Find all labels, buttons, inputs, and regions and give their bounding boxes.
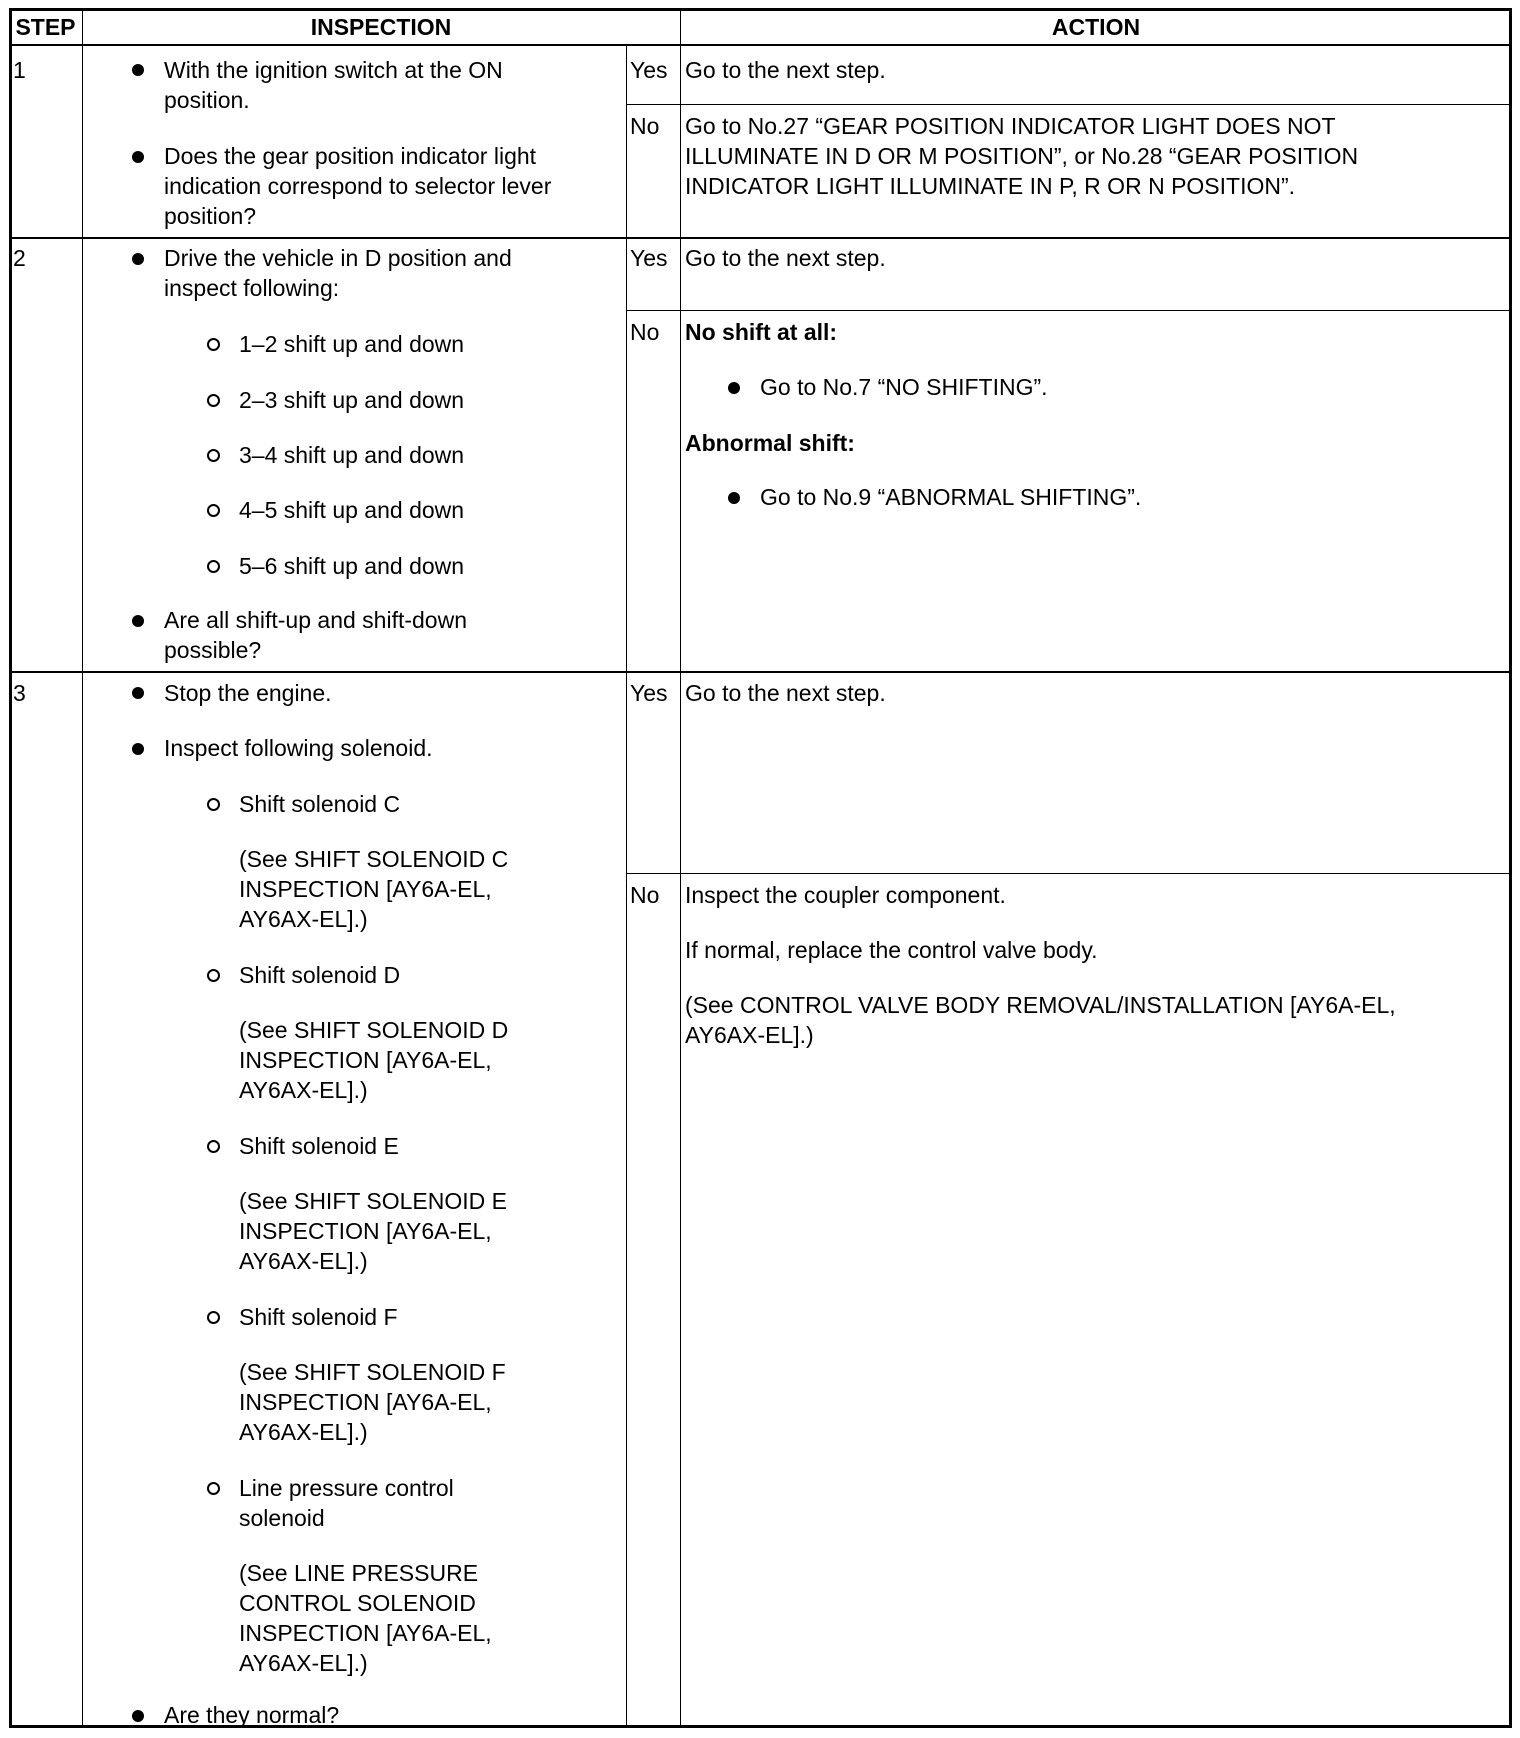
header-step: STEP	[15, 14, 76, 40]
step2-bottom-rule	[9, 671, 1512, 673]
sub-bullet-icon	[207, 798, 220, 811]
bullet-icon	[728, 382, 740, 394]
step-number: 3	[13, 680, 26, 706]
sub-bullet-icon	[207, 969, 220, 982]
no-label: No	[630, 882, 660, 908]
step1-bottom-rule	[9, 237, 1512, 239]
inspection-subitem: Shift solenoid F	[239, 1304, 398, 1330]
no-action-reference: (See CONTROL VALVE BODY REMOVAL/INSTALLATION [AY6A-EL, AY6AX-EL].)	[685, 992, 1396, 1048]
inspection-subitem: 3–4 shift up and down	[239, 442, 465, 468]
bullet-icon	[132, 615, 144, 627]
yes-action: Go to the next step.	[685, 57, 886, 83]
inspection-subitem: 5–6 shift up and down	[239, 553, 465, 579]
sub-bullet-icon	[207, 394, 220, 407]
step1-yes-no-rule	[626, 104, 1512, 105]
sub-bullet-icon	[207, 449, 220, 462]
sub-bullet-icon	[207, 1140, 220, 1153]
header-inspection: INSPECTION	[310, 14, 452, 40]
yes-action: Go to the next step.	[685, 680, 886, 706]
no-action-item: Go to No.9 “ABNORMAL SHIFTING”.	[760, 484, 1142, 510]
sub-bullet-icon	[207, 504, 220, 517]
header-action: ACTION	[1051, 14, 1141, 40]
bullet-icon	[728, 492, 740, 504]
step3-yes-no-rule	[626, 873, 1512, 874]
sub-bullet-icon	[207, 1311, 220, 1324]
inspection-subitem: Shift solenoid C	[239, 791, 401, 817]
inspection-item: Does the gear position indicator light indication correspond to selector lever position?	[164, 143, 552, 229]
inspection-reference: (See SHIFT SOLENOID E INSPECTION [AY6A-EL, AY6AX-EL].)	[239, 1188, 507, 1274]
bullet-icon	[132, 253, 144, 265]
sub-bullet-icon	[207, 560, 220, 573]
col-rule-yesno	[680, 44, 681, 1728]
inspection-subitem: 2–3 shift up and down	[239, 387, 465, 413]
inspection-item: Stop the engine.	[164, 680, 332, 706]
sub-bullet-icon	[207, 338, 220, 351]
step-number: 2	[13, 245, 26, 271]
bullet-icon	[132, 743, 144, 755]
inspection-item: Drive the vehicle in D position and inspect following:	[164, 245, 512, 301]
bullet-icon	[132, 64, 144, 76]
inspection-item: Are all shift-up and shift-down possible?	[164, 607, 467, 663]
inspection-subitem: Line pressure control solenoid	[239, 1475, 454, 1531]
inspection-reference: (See LINE PRESSURE CONTROL SOLENOID INSPECTION [AY6A-EL, AY6AX-EL].)	[239, 1560, 492, 1676]
no-label: No	[630, 113, 660, 139]
yes-label: Yes	[630, 57, 668, 83]
inspection-item: Are they normal?	[164, 1702, 340, 1728]
bullet-icon	[132, 687, 144, 699]
bullet-icon	[132, 1710, 144, 1722]
inspection-subitem: Shift solenoid E	[239, 1133, 399, 1159]
inspection-subitem: 4–5 shift up and down	[239, 497, 465, 523]
no-action-item: Go to No.7 “NO SHIFTING”.	[760, 374, 1048, 400]
no-action-item: If normal, replace the control valve body.	[685, 937, 1098, 963]
inspection-reference: (See SHIFT SOLENOID C INSPECTION [AY6A-EL, AY6AX-EL].)	[239, 846, 509, 932]
yes-label: Yes	[630, 245, 668, 271]
yes-label: Yes	[630, 680, 668, 706]
inspection-reference: (See SHIFT SOLENOID D INSPECTION [AY6A-EL, AY6AX-EL].)	[239, 1017, 509, 1103]
col-rule-step	[82, 8, 83, 1728]
header-rule	[9, 44, 1512, 46]
inspection-reference: (See SHIFT SOLENOID F INSPECTION [AY6A-EL, AY6AX-EL].)	[239, 1359, 506, 1445]
yes-action: Go to the next step.	[685, 245, 886, 271]
inspection-subitem: Shift solenoid D	[239, 962, 401, 988]
sub-bullet-icon	[207, 1482, 220, 1495]
no-action-item: Inspect the coupler component.	[685, 882, 1006, 908]
inspection-item: With the ignition switch at the ON position.	[164, 57, 503, 113]
no-label: No	[630, 319, 660, 345]
no-action-heading: Abnormal shift:	[685, 430, 855, 456]
no-action: Go to No.27 “GEAR POSITION INDICATOR LIGHT DOES NOT ILLUMINATE IN D OR M POSITION”, or No.28 “GEAR POSITION INDICATOR LIGHT ILLUMINATE IN P, R OR N POSITION”.	[685, 113, 1359, 199]
inspection-item: Inspect following solenoid.	[164, 735, 433, 761]
inspection-subitem: 1–2 shift up and down	[239, 331, 465, 357]
col-rule-inspection	[626, 44, 627, 1728]
bullet-icon	[132, 151, 144, 163]
no-action-heading: No shift at all:	[685, 319, 838, 345]
step2-yes-no-rule	[626, 310, 1512, 311]
step-number: 1	[13, 57, 26, 83]
